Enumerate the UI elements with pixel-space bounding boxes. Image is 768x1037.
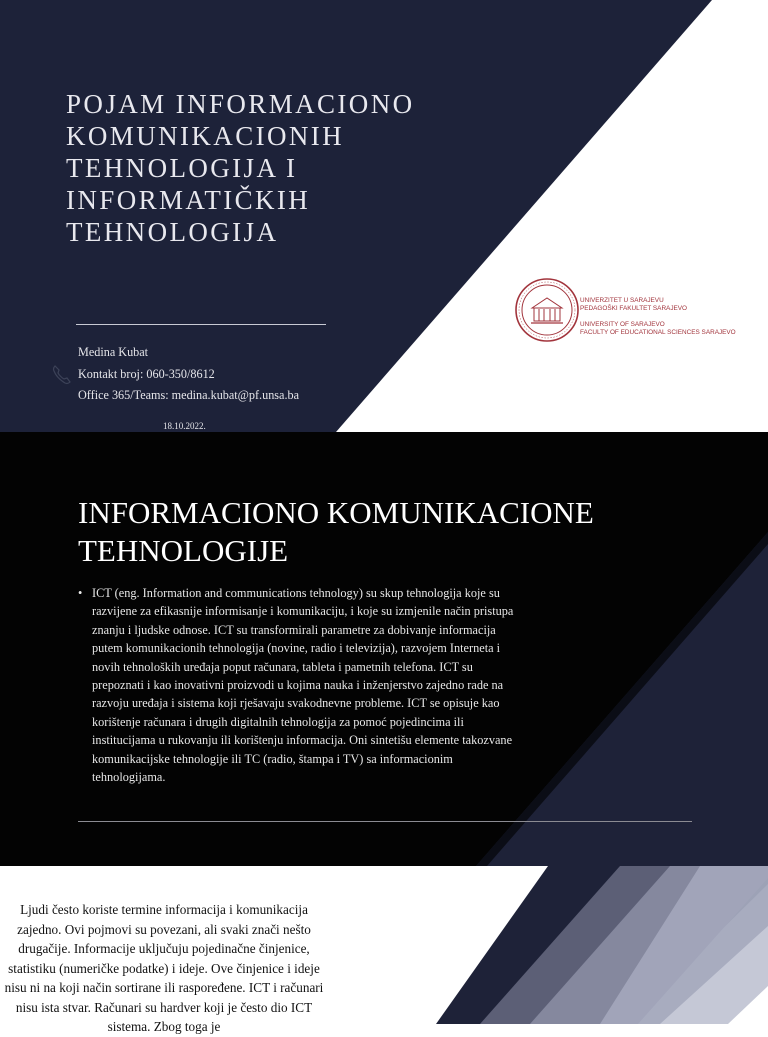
ict-bullet	[78, 584, 518, 786]
author-name: Medina Kubat	[78, 345, 149, 359]
logo-line-3: UNIVERSITY OF SARAJEVO	[580, 321, 665, 328]
slide-date: 18.10.2022.	[163, 421, 206, 431]
bullet-marker: •	[78, 586, 83, 600]
slide3-body-text: Ljudi često koriste termine informacija i komunikacija zajedno. Ovi pojmovi su povezani, ali svaki znači nešto drugačije. Informacije uključuju pojedinačne činjenice, statistiku (numeričke podatke) i ideje. Ove činjenice i ideje nisu ni na koji način sortirane ili raspoređene. ICT i računari nisu ista stvar. Računari su hardver koji je često dio ICT sistema. Zbog toga je	[4, 902, 324, 1034]
university-logo	[514, 277, 739, 343]
title-divider	[76, 324, 326, 325]
slide1-title: POJAM INFORMACIONO KOMUNIKACIONIH TEHNOLOGIJA I INFORMATIČKIH TEHNOLOGIJA	[66, 89, 415, 247]
logo-line-2: PEDAGOŠKI FAKULTET SARAJEVO	[580, 305, 688, 312]
office-teams-email: Office 365/Teams: medina.kubat@pf.unsa.ba	[78, 388, 299, 402]
logo-line-4: FACULTY OF EDUCATIONAL SCIENCES SARAJEVO	[580, 329, 736, 336]
ict-bullet-text: ICT (eng. Information and communications tehnology) su skup tehnologija koje su razvijene za efikasnije informisanje i komunikaciju, i koje su izmjenile način pristupa znanju i ljudske odnose. ICT su transformirali parametre za dobivanje informacija putem komunikacionih tehnologija (novine, radio i televizija), razvojem Interneta i novih tehnoloških uređaja poput računara, tableta i pametnih telefona. ICT su prepoznati i kao inovativni proizvodi u kojima nauka i inženjerstvo zajedno rade na razvoju uređaja i sistema koji rješavaju svakodnevne probleme. ICT se opisuje kao korištenje računara i drugih digitalnih tehnologija za pomoć pojedincima ili institucijama u rukovanju ili korištenju informacija. Oni sintetišu elemente takozvane komunikacijske tehnologije ili TC (radio, štampa i TV) sa informacionim tehnologijama.	[92, 586, 514, 785]
contact-number: Kontakt broj: 060-350/8612	[78, 367, 215, 381]
phone-icon	[50, 363, 74, 387]
title-slide	[0, 0, 768, 432]
slide2-divider	[78, 821, 692, 822]
logo-line-1: UNIVERZITET U SARAJEVU	[580, 297, 664, 304]
university-seal-icon	[514, 277, 580, 343]
slide2-title: INFORMACIONO KOMUNIKACIONE TEHNOLOGIJE	[78, 495, 594, 568]
